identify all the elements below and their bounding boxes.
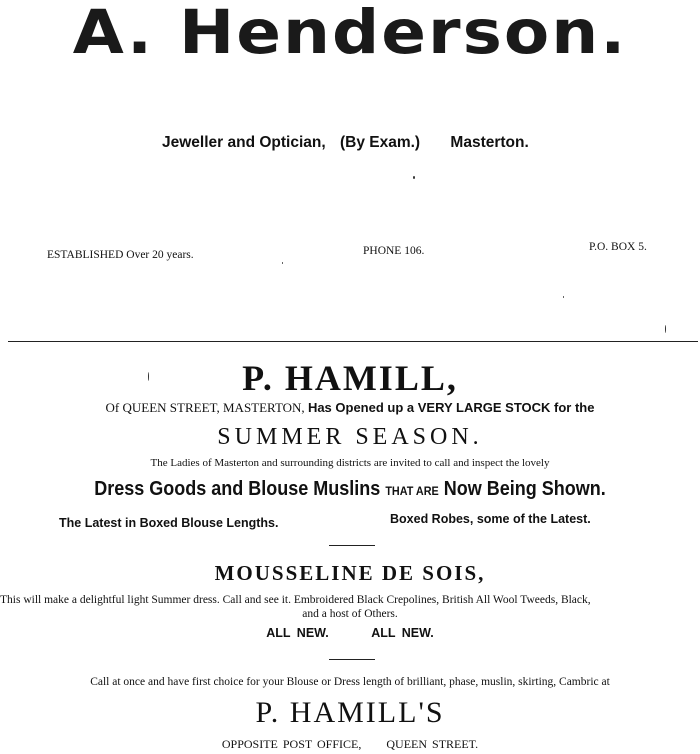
tagline-trade: Jeweller and Optician, (162, 134, 326, 151)
address-line (0, 737, 700, 752)
summer-dress-text: This will make a delightful light Summer dress. Call and see it. Embroidered Black Crepolines, British All Wool Tweeds, Black, (0, 594, 591, 606)
henderson-tagline (162, 134, 529, 152)
print-speck (665, 325, 666, 333)
dress-goods-line (35, 478, 665, 501)
mousseline-heading: MOUSSELINE DE SOIS, (214, 561, 486, 585)
short-rule (329, 545, 375, 546)
print-speck (282, 262, 283, 264)
opposite-post-office: OPPOSITE POST OFFICE, (221, 737, 362, 751)
call-at-once-text: Call at once and have first choice for your Blouse or Dress length of brilliant, phase, muslin, skirting, Cambric at (90, 676, 610, 688)
tagline-exam: (By Exam.) (339, 134, 421, 151)
hamills-heading: P. HAMILL'S (255, 696, 445, 729)
henderson-title: A. Henderson. (72, 0, 628, 68)
queen-street-line (0, 400, 700, 416)
short-rule (329, 659, 375, 660)
hamill-title: P. HAMILL, (242, 358, 458, 398)
henderson-pobox: P.O. BOX 5. (589, 241, 647, 253)
that-are-text: THAT ARE (385, 484, 439, 498)
ladies-invite-text: The Ladies of Masterton and surrounding districts are invited to call and inspect the lovely (150, 457, 550, 469)
all-new-second: ALL NEW. (371, 626, 434, 640)
print-speck (148, 372, 149, 381)
boxed-robes-text: Boxed Robes, some of the Latest. (390, 512, 591, 526)
print-speck (413, 176, 415, 179)
all-new-first: ALL NEW. (266, 626, 329, 640)
henderson-phone: PHONE 106. (363, 245, 425, 257)
henderson-established: ESTABLISHED Over 20 years. (47, 249, 194, 261)
section-divider (8, 341, 698, 342)
queen-street-plain: Of QUEEN STREET, MASTERTON, (105, 400, 305, 415)
now-shown-text: Now Being Shown. (443, 478, 606, 500)
summer-season-heading: SUMMER SEASON. (217, 424, 483, 450)
print-speck (563, 296, 564, 298)
dress-goods-text: Dress Goods and Blouse Muslins (94, 478, 381, 500)
summer-dress-text-continued: and a host of Others. (302, 608, 398, 620)
all-new-line (0, 626, 700, 640)
latest-boxed-text: The Latest in Boxed Blouse Lengths. (59, 516, 279, 530)
queen-street-bold: Has Opened up a VERY LARGE STOCK for the (307, 400, 595, 415)
tagline-town: Masterton. (450, 134, 529, 151)
queen-street-address: QUEEN STREET. (386, 737, 479, 751)
